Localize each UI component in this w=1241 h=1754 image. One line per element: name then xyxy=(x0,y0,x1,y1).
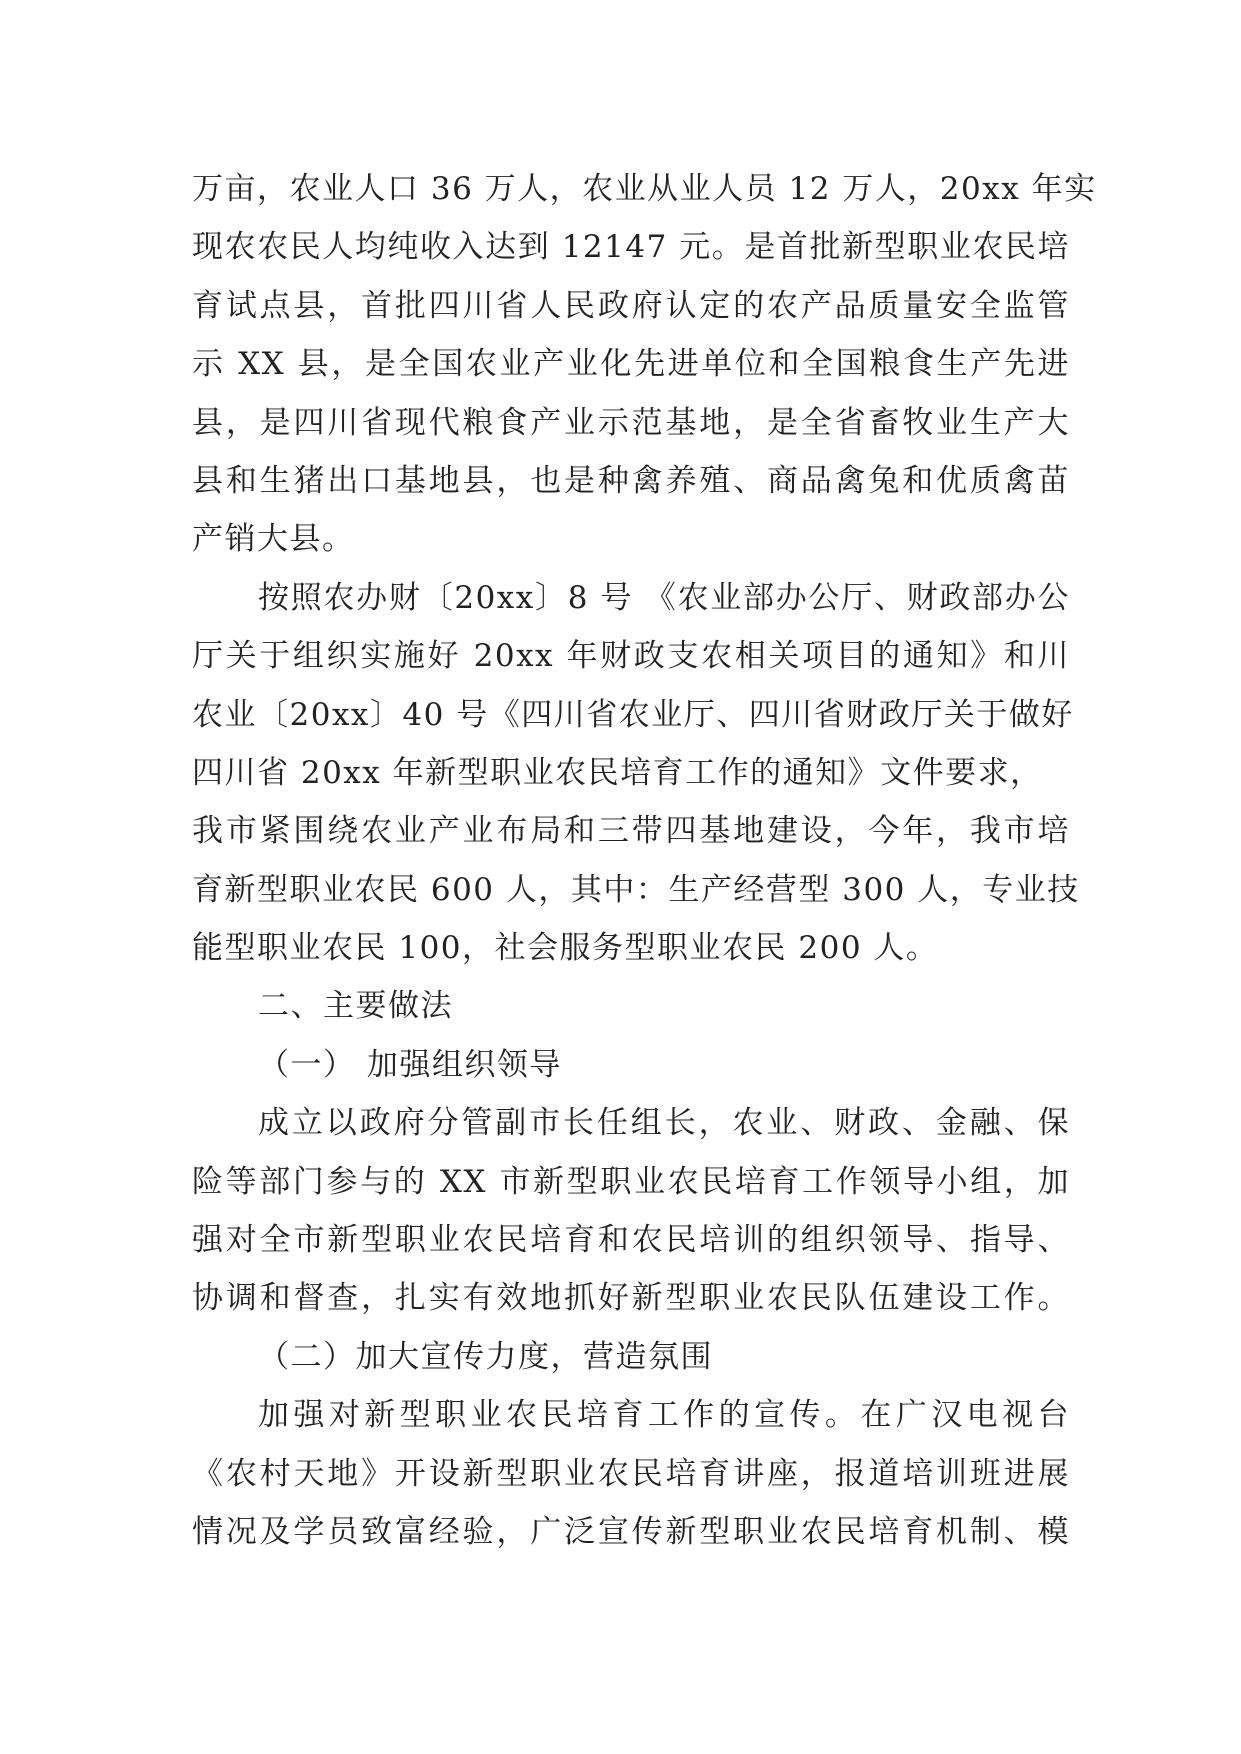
paragraph-line: 农业〔20xx〕40 号《四川省农业厅、四川省财政厅关于做好 xyxy=(192,696,1074,733)
subsection-heading: （一） 加强组织领导 xyxy=(258,1046,562,1083)
paragraph-line: 育新型职业农民 600 人，其中：生产经营型 300 人，专业技 xyxy=(192,871,1080,908)
document-body xyxy=(192,160,1097,1561)
paragraph-line: 按照农办财〔20xx〕8 号 《农业部办公厅、财政部办公 xyxy=(258,579,1070,616)
paragraph-line: 产销大县。 xyxy=(192,521,355,558)
paragraph-line: 县，是四川省现代粮食产业示范基地，是全省畜牧业生产大 xyxy=(192,404,1070,441)
paragraph-line: 我市紧围绕农业产业布局和三带四基地建设，今年，我市培 xyxy=(192,813,1070,850)
paragraph-line: 厅关于组织实施好 20xx 年财政支农相关项目的通知》和川 xyxy=(192,638,1070,675)
paragraph-line: 能型职业农民 100，社会服务型职业农民 200 人。 xyxy=(192,930,939,967)
section-heading: 二、主要做法 xyxy=(258,988,453,1025)
paragraph-line: 协调和督查，扎实有效地抓好新型职业农民队伍建设工作。 xyxy=(192,1280,1070,1317)
paragraph-line: 强对全市新型职业农民培育和农民培训的组织领导、指导、 xyxy=(192,1222,1070,1259)
paragraph-line: 万亩，农业人口 36 万人，农业从业人员 12 万人，20xx 年实 xyxy=(192,171,1097,207)
paragraph-line: 情况及学员致富经验，广泛宣传新型职业农民培育机制、模 xyxy=(192,1513,1070,1550)
paragraph-line: 成立以政府分管副市长任组长，农业、财政、金融、保 xyxy=(258,1105,1070,1142)
paragraph-line: 示 XX 县，是全国农业产业化先进单位和全国粮食生产先进 xyxy=(192,346,1070,383)
paragraph-line: 四川省 20xx 年新型职业农民培育工作的通知》文件要求， xyxy=(192,754,1043,791)
subsection-heading: （二）加大宣传力度，营造氛围 xyxy=(258,1338,713,1375)
paragraph-line: 育试点县，首批四川省人民政府认定的农产品质量安全监管 xyxy=(192,287,1070,324)
paragraph-line: 县和生猪出口基地县，也是种禽养殖、商品禽兔和优质禽苗 xyxy=(192,462,1070,499)
paragraph-line: 险等部门参与的 XX 市新型职业农民培育工作领导小组，加 xyxy=(192,1163,1070,1200)
paragraph-line: 《农村天地》开设新型职业农民培育讲座，报道培训班进展 xyxy=(192,1455,1070,1492)
paragraph-line: 加强对新型职业农民培育工作的宣传。在广汉电视台 xyxy=(258,1397,1070,1434)
paragraph-line: 现农农民人均纯收入达到 12147 元。是首批新型职业农民培 xyxy=(192,229,1070,266)
